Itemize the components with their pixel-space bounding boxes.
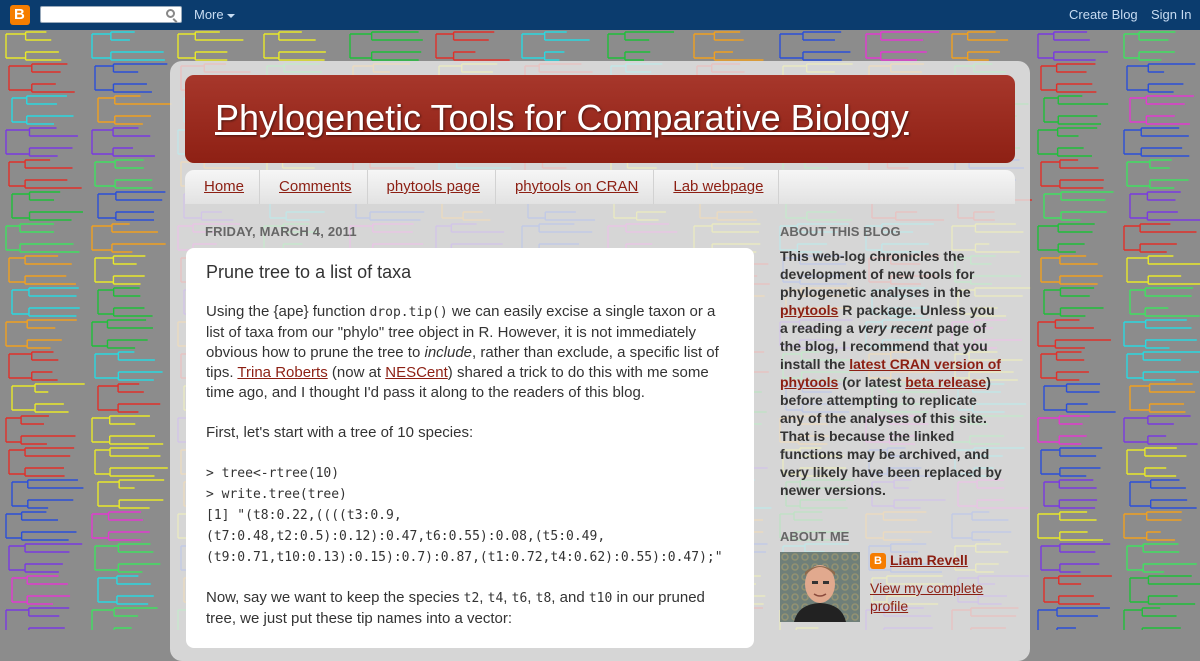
background-tree-mark <box>98 288 153 316</box>
post-paragraph <box>206 588 734 629</box>
background-tree-mark <box>1038 320 1111 348</box>
emphasis: very recent <box>857 320 933 336</box>
background-tree-mark <box>1127 160 1189 188</box>
text: ) before attempting to replicate any of the analyses of this site. That is because the linked functions may be archived, and very likely have been replaced by newer versions. <box>780 374 1002 498</box>
background-tree-mark <box>6 32 61 60</box>
background-tree-mark <box>1124 128 1189 156</box>
background-tree-mark <box>9 160 82 188</box>
post-date: FRIDAY, MARCH 4, 2011 <box>205 224 357 239</box>
background-tree-mark <box>95 352 163 380</box>
background-tree-mark <box>264 32 326 60</box>
background-tree-mark <box>1041 448 1102 476</box>
background-tree-mark <box>780 32 850 60</box>
background-tree-mark <box>98 96 171 124</box>
text: , and <box>551 589 589 606</box>
tab-phytools-on-cran[interactable]: phytools on CRAN <box>496 170 654 204</box>
background-tree-mark <box>1044 384 1116 412</box>
text: ) shared a trick to do this with me some time ago, and I thought I'd pass it along to the readers of this blog. <box>206 364 709 401</box>
sidebar <box>780 224 1002 622</box>
background-tree-mark <box>952 32 1008 60</box>
create-blog-link[interactable]: Create Blog <box>1069 7 1138 22</box>
background-tree-mark <box>12 96 74 124</box>
background-tree-mark <box>98 384 160 412</box>
profile-photo-image <box>780 552 860 622</box>
text: (or latest <box>838 374 906 390</box>
background-tree-mark <box>1130 192 1200 220</box>
background-tree-mark <box>98 192 165 220</box>
background-tree-mark <box>9 256 76 284</box>
inline-code: t8 <box>535 591 552 606</box>
background-tree-mark <box>1041 160 1104 188</box>
text: , rather than exclude, a specific list of tips. <box>206 344 719 381</box>
sign-in-link[interactable]: Sign In <box>1151 7 1192 22</box>
text: R package. Unless you a reading a <box>780 302 995 336</box>
background-tree-mark <box>98 576 154 604</box>
view-profile-link[interactable]: View my complete profile <box>870 580 984 614</box>
background-tree-mark <box>95 544 160 572</box>
tab-comments[interactable]: Comments <box>260 170 368 204</box>
post-paragraph: First, let's start with a tree of 10 species: <box>206 424 474 441</box>
about-blog-text <box>780 247 1002 499</box>
background-tree-mark <box>9 64 75 92</box>
inline-code: t10 <box>588 591 613 606</box>
background-tree-mark <box>1127 64 1195 92</box>
background-tree-mark <box>98 480 164 508</box>
background-tree-mark <box>1130 288 1200 316</box>
background-tree-mark <box>12 288 80 316</box>
background-tree-mark <box>6 128 78 156</box>
background-tree-mark <box>92 224 166 252</box>
latest-cran-link[interactable]: latest CRAN version of phytools <box>780 356 1001 390</box>
background-tree-mark <box>95 64 167 92</box>
background-tree-mark <box>1124 320 1197 348</box>
blog-header <box>185 75 1015 163</box>
nescent-link[interactable]: NESCent <box>385 364 448 381</box>
background-tree-mark <box>1038 32 1108 60</box>
code-line: [1] "(t8:0.22,((((t3:0.9, <box>206 508 402 523</box>
background-tree-mark <box>1124 224 1197 252</box>
background-tree-mark <box>1041 256 1103 284</box>
background-tree-mark <box>1038 608 1110 630</box>
blog-title-link[interactable]: Phylogenetic Tools for Comparative Biology <box>215 97 909 138</box>
more-label: More <box>194 7 224 22</box>
background-tree-mark <box>92 416 163 444</box>
background-tree-mark <box>1130 480 1197 508</box>
inline-code: t2 <box>463 591 480 606</box>
background-tree-mark <box>95 160 153 188</box>
search-icon[interactable] <box>166 9 175 18</box>
background-tree-mark <box>178 32 243 60</box>
background-tree-mark <box>1130 96 1194 124</box>
blogger-profile-icon: B <box>870 553 886 569</box>
background-tree-mark <box>350 32 423 60</box>
background-tree-mark <box>1038 128 1097 156</box>
background-tree-mark <box>6 224 79 252</box>
background-tree-mark <box>1044 576 1112 604</box>
post-title[interactable]: Prune tree to a list of taxa <box>206 262 412 282</box>
text: , <box>503 589 512 606</box>
background-tree-mark <box>1041 352 1089 380</box>
blog-post <box>186 248 754 648</box>
background-tree-mark <box>12 192 83 220</box>
background-tree-mark <box>6 416 75 444</box>
text: (now at <box>327 364 386 381</box>
text: in our pruned tree, we just put these tip names into a vector: <box>206 589 705 627</box>
background-tree-mark <box>436 32 510 60</box>
code-line: (t7:0.48,t2:0.5):0.12):0.47,t6:0.55):0.08,(t5:0.49, <box>206 529 606 544</box>
more-menu-button[interactable] <box>194 7 235 22</box>
background-tree-mark <box>92 128 155 156</box>
background-tree-mark <box>92 608 158 630</box>
inline-code: t4 <box>487 591 504 606</box>
background-tree-mark <box>12 480 83 508</box>
background-tree-mark <box>1038 224 1095 252</box>
profile-photo[interactable] <box>780 552 860 622</box>
text: Using the {ape} function <box>206 303 370 320</box>
text: This web-log chronicles the development of new tools for phylogenetic analyses in the <box>780 248 975 300</box>
trina-roberts-link[interactable]: Trina Roberts <box>237 364 328 381</box>
background-tree-mark <box>1130 384 1195 412</box>
background-tree-mark <box>1124 32 1175 60</box>
blogger-logo-icon[interactable] <box>10 5 30 25</box>
background-tree-mark <box>1044 480 1097 508</box>
background-tree-mark <box>1124 512 1182 540</box>
background-tree-mark <box>92 32 165 60</box>
beta-release-link[interactable]: beta release <box>905 374 987 390</box>
post-paragraph <box>206 302 734 403</box>
background-tree-mark <box>6 320 77 348</box>
caret-down-icon <box>227 14 235 18</box>
navbar-search-input[interactable] <box>40 6 182 23</box>
background-tree-mark <box>1044 96 1108 124</box>
background-tree-mark <box>1044 288 1104 316</box>
about-blog-heading: ABOUT THIS BLOG <box>780 224 901 239</box>
background-tree-mark <box>1038 416 1090 444</box>
blogger-logo-letter: B <box>14 6 25 23</box>
code-line: > tree<-rtree(10) <box>206 466 340 481</box>
background-tree-mark <box>95 448 168 476</box>
background-tree-mark <box>1127 544 1197 572</box>
background-tree-mark <box>9 448 74 476</box>
background-tree-mark <box>1130 576 1200 604</box>
blogger-navbar <box>0 0 1200 30</box>
tab-home[interactable]: Home <box>185 170 260 204</box>
inline-code: drop.tip() <box>369 305 448 320</box>
background-tree-mark <box>522 32 590 60</box>
background-tree-mark <box>1124 416 1198 444</box>
background-tree-mark <box>95 256 145 284</box>
background-tree-mark <box>92 320 153 348</box>
code-line: (t9:0.71,t10:0.13):0.15):0.7):0.87,(t1:0.72,t4:0.62):0.55):0.47);" <box>206 550 723 565</box>
text: , <box>527 589 536 606</box>
phytools-link[interactable]: phytools <box>780 302 839 318</box>
profile-widget <box>780 552 1002 622</box>
background-tree-mark <box>1044 192 1114 220</box>
code-line: > write.tree(tree) <box>206 487 347 502</box>
text: we can easily excise a single taxon or a list of taxa from our "phylo" tree object in R. However, it is not immediately obvious how to prune the tree to <box>206 303 716 361</box>
background-tree-mark <box>92 512 150 540</box>
background-tree-mark <box>1127 448 1186 476</box>
profile-name-link[interactable]: Liam Revell <box>890 552 968 568</box>
background-tree-mark <box>866 32 939 60</box>
background-tree-mark <box>6 608 78 630</box>
emphasis: include <box>424 344 473 361</box>
background-tree-mark <box>608 32 674 60</box>
inline-code: t6 <box>511 591 528 606</box>
text: , <box>479 589 488 606</box>
background-tree-mark <box>1041 544 1110 572</box>
background-tree-mark <box>1127 352 1200 380</box>
background-tree-mark <box>6 512 76 540</box>
background-tree-mark <box>1038 512 1103 540</box>
text: Now, say we want to keep the species <box>206 589 464 606</box>
background-tree-mark <box>12 384 85 412</box>
background-tree-mark <box>694 32 763 60</box>
page-tabs <box>185 170 1015 204</box>
tab-lab-webpage[interactable]: Lab webpage <box>654 170 779 204</box>
code-block <box>206 463 734 568</box>
tab-phytools-page[interactable]: phytools page <box>368 170 496 204</box>
text: page of the blog, I recommend that you install the <box>780 320 988 372</box>
background-tree-mark <box>1124 608 1181 630</box>
about-me-heading: ABOUT ME <box>780 529 850 544</box>
background-tree-mark <box>9 352 58 380</box>
background-tree-mark <box>9 544 82 572</box>
background-tree-mark <box>12 576 70 604</box>
background-tree-mark <box>1127 256 1200 284</box>
background-tree-mark <box>1041 64 1096 92</box>
